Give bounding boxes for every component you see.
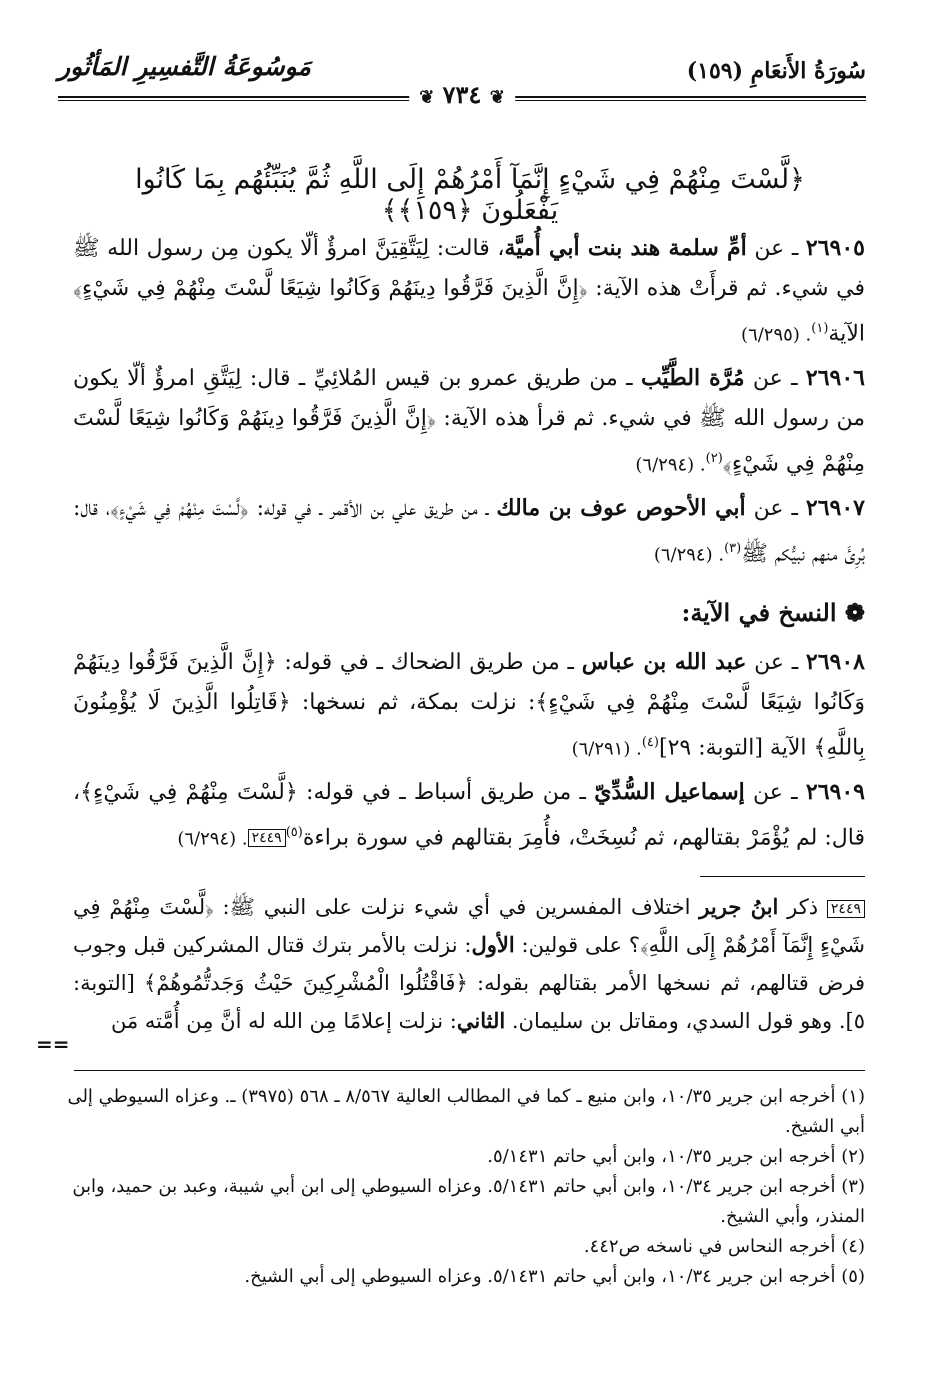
commentary-box-number: ٢٤٤٩ <box>827 900 865 918</box>
volume-reference: . (٦/٢٩٥) <box>741 324 812 346</box>
narration-26905 <box>73 228 865 355</box>
narration-text: ـ من طريق أسباط ـ في قوله: <box>297 780 595 805</box>
quran-quote-2: ﴿قَاتِلُوا الَّذِينَ لَا يُؤْمِنُونَ بِاللَّهِ﴾ <box>73 690 865 761</box>
narration-connector: ـ عن <box>744 366 806 391</box>
narration-tail: ، قال: بُرِئَ منهم نبيُّكم ﷺ <box>73 496 865 567</box>
narration-connector: ـ عن <box>744 780 806 805</box>
second-opinion-label: الثاني <box>456 1008 506 1033</box>
narrator-name: أمِّ سلمة هند بنت أبي أُميَّة <box>504 235 747 261</box>
footnote-marker: (٤) <box>641 735 659 750</box>
footnote-marker: (٥) <box>285 825 303 840</box>
narration-connector: ـ عن <box>746 650 806 675</box>
commentary-text: [التوبة: ٥]. وهو قول السدي، ومقاتل بن سليمان. <box>73 971 865 1033</box>
volume-reference: . (٦/٢٩٤) <box>653 544 725 566</box>
narration-tail: الآية <box>828 321 865 347</box>
narration-26908 <box>73 642 865 769</box>
ayah-verse: ﴿لَّسْتَ مِنْهُمْ فِي شَيْءٍ إِنَّمَآ أَمْرُهُمْ إِلَى اللَّهِ ثُمَّ يُنَبِّئُهُم بِمَا كَانُوا يَفْعَلُونَ ﴿١٥٩﴾﴾ <box>135 164 805 226</box>
narration-26907 <box>73 488 865 575</box>
footnote-1: (١) أخرجه ابن جرير ١٠/٣٥، وابن منيع ـ كما في المطالب العالية ٨/٥٦٧ ـ ٥٦٨ (٣٩٧٥) ـ. وعزاه السيوطي إلى أبي الشيخ. <box>67 1086 865 1137</box>
ornament-icon: ❦ <box>489 87 505 108</box>
narration-text-2: : نزلت بمكة، ثم نسخها: <box>290 690 536 715</box>
page-number-group <box>409 80 515 109</box>
narration-text: ـ من طريق الضحاك ـ في قوله: <box>276 650 582 675</box>
narration-text-2: ، قال: لم يُؤْمَرْ بقتالهم، ثم نُسِخَتْ، فأُمِرَ بقتالهم في سورة براءة <box>73 780 865 851</box>
quran-quote: ﴿لَّسْتَ مِنْهُمْ فِي شَيْءٍ﴾ <box>110 496 249 521</box>
narrator-name: مُرَّة الطَّيِّب <box>640 365 745 391</box>
narration-number: ٢٦٩٠٧ <box>805 495 865 521</box>
commentary-text: : نزلت بالأمر بترك قتال المشركين قبل وجوب فرض قتالهم، ثم نسخها الأمر بقتالهم بقوله: <box>73 933 865 995</box>
commentary-author: ابنُ جرير <box>699 894 779 919</box>
footnote-5: (٥) أخرجه ابن جرير ١٠/٣٤، وابن أبي حاتم ٥/١٤٣١. وعزاه السيوطي إلى أبي الشيخ. <box>244 1266 865 1287</box>
running-header <box>58 52 866 109</box>
narrator-name: إسماعيل السُّدِّيّ <box>594 779 745 805</box>
book-title: مَوسُوعَةُ التَّفسِيرِ المَأثُور <box>58 52 311 81</box>
narration-connector: ـ عن <box>746 236 806 261</box>
footnote-3: (٣) أخرجه ابن جرير ١٠/٣٤، وابن أبي حاتم ٥/١٤٣١. وعزاه السيوطي إلى ابن أبي شيبة، وعبد بن حميد، وابن المنذر، وأبي الشيخ. <box>72 1176 865 1227</box>
quran-quote: ﴿لَّسْتَ مِنْهُمْ فِي شَيْءٍ﴾ <box>80 780 298 805</box>
narration-number: ٢٦٩٠٨ <box>805 649 865 675</box>
commentary-text: : نزلت إعلامًا مِن الله له أنَّ مِن أُمَّته مَن <box>110 1009 457 1033</box>
narrator-name: عبد الله بن عباس <box>581 649 747 675</box>
first-opinion-label: الأول <box>471 932 515 957</box>
narration-text: ـ من طريق علي بن الأقمر ـ في قوله: <box>248 496 497 521</box>
footnote-marker: (٢) <box>705 451 723 466</box>
footnote-2: (٢) أخرجه ابن جرير ١٠/٣٥، وابن أبي حاتم ٥/١٤٣١. <box>487 1146 865 1167</box>
narration-26909 <box>73 772 865 859</box>
narration-number: ٢٦٩٠٦ <box>805 365 865 391</box>
commentary-text: ؟ على قولين: <box>514 933 640 957</box>
quran-quote: ﴿إِنَّ الَّذِينَ فَرَّقُوا دِينَهُمْ وَكَانُوا شِيَعًا لَّسْتَ مِنْهُمْ فِي شَيْءٍ﴾ <box>73 406 865 477</box>
quran-quote: ﴿لَّسْتَ مِنْهُمْ فِي شَيْءٍ إِنَّمَآ أَمْرُهُمْ إِلَى اللَّهِ﴾ <box>73 895 865 957</box>
narration-number: ٢٦٩٠٥ <box>805 235 865 261</box>
narration-26906 <box>73 358 865 485</box>
footnote-marker: (٣) <box>724 541 742 556</box>
footnote-separator <box>74 1070 865 1071</box>
volume-reference: . (٦/٢٩٤) <box>177 828 248 850</box>
volume-reference: . (٦/٢٩١) <box>571 738 642 760</box>
quran-quote: ﴿إِنَّ الَّذِينَ فَرَّقُوا دِينَهُمْ وَكَانُوا شِيَعًا لَّسْتَ مِنْهُمْ فِي شَيْءٍ﴾ <box>73 650 865 715</box>
commentary-block <box>73 888 865 1040</box>
footnote-marker: (١) <box>811 321 829 336</box>
commentary-separator <box>700 876 865 877</box>
narration-tail: الآية [التوبة: ٢٩] <box>658 735 814 761</box>
page-number: ٧٣٤ <box>442 80 482 109</box>
narration-number: ٢٦٩٠٩ <box>805 779 865 805</box>
commentary-box-number: ٢٤٤٩ <box>248 829 286 847</box>
commentary-text: ذكر <box>778 895 827 919</box>
footnotes <box>65 1082 865 1292</box>
commentary-text: اختلاف المفسرين في أي شيء نزلت على النبي ﷺ: <box>213 895 700 919</box>
volume-reference: . (٦/٢٩٤) <box>635 454 706 476</box>
footnote-4: (٤) أخرجه النحاس في ناسخه ص٤٤٢. <box>583 1236 865 1257</box>
narration-text: ، قالت: لِيَتَّقِيَنَّ امرؤٌ ألّا يكون مِن رسول الله ﷺ في شيء. ثم قرأَتْ هذه الآية: <box>73 236 865 301</box>
section-heading: ❁ النسخ في الآية: <box>681 598 865 627</box>
ornament-icon: ❦ <box>419 87 435 108</box>
surah-title: سُورَةُ الأَنعَامِ (١٥٩) <box>686 58 866 84</box>
quran-quote: ﴿فَاقْتُلُوا الْمُشْرِكِينَ حَيْثُ وَجَدتُّمُوهُمْ﴾ <box>144 971 468 995</box>
continuation-mark: == <box>36 1032 70 1056</box>
quran-quote: ﴿إِنَّ الَّذِينَ فَرَّقُوا دِينَهُمْ وَكَانُوا شِيَعًا لَّسْتَ مِنْهُمْ فِي شَيْءٍ﴾ <box>73 276 588 301</box>
narration-text: ـ من طريق عمرو بن قيس المُلائِيِّ ـ قال: لِيَتَّقِ امرؤٌ ألّا يكون من رسول الله ﷺ في شيء. ثم قرأ هذه الآية: <box>73 366 866 431</box>
narration-connector: ـ عن <box>745 496 806 521</box>
narrator-name: أبي الأحوص عوف بن مالك <box>496 495 746 521</box>
